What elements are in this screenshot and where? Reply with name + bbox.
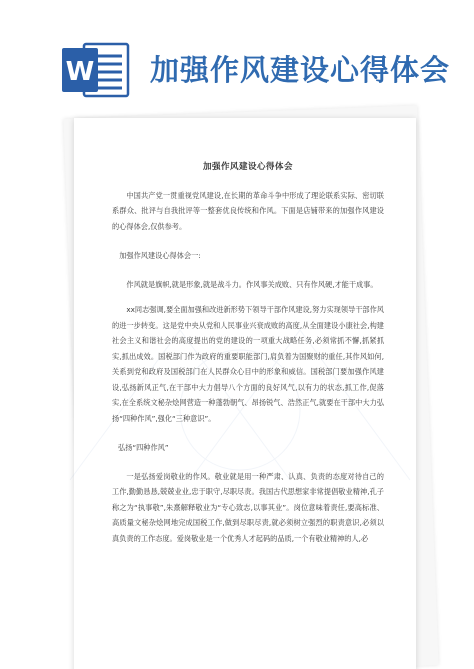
paragraph-1: 作风就是旗帜,就是形象,就是战斗力。作风事关成败、只有作风硬,才能干成事。 (126, 279, 378, 289)
word-app-icon (62, 40, 130, 100)
document-body (112, 160, 384, 560)
banner-title: 加强作风建设心得体会 (150, 53, 451, 87)
paragraph-3: 一是弘扬爱岗敬业的作风。敬业就是用一种严肃、认真、负责的态度对待自己的工作,勤勤恳恳,兢兢业业,忠于职守,尽职尽责。我国古代思想家非常提倡敬业精神,孔子称之为“执事敬”,朱熹解释敬业为“专心致志,以事其业”。岗位意味着责任,要高标准、高质量文秘杂烩网地完成国税工作,做到尽职尽责,就必须树立强烈的职责意识,必须以真负责的工作态度。爱岗敬业是一个优秀人才起码的品质,一个有敬业精神的人,必 (112, 471, 384, 543)
section-heading-2: 弘扬“四种作风” (118, 443, 169, 452)
document-title: 加强作风建设心得体会 (202, 162, 293, 172)
section-heading-1: 加强作风建设心得体会一: (119, 251, 201, 260)
intro-paragraph: 中国共产党一贯重视党风建设,在长期的革命斗争中形成了理论联系实际、密切联系群众、批评与自我批评等一整套优良传统和作风。下面是店铺带来的加强作风建设的心得体会,仅供参考。 (112, 190, 384, 231)
word-logo-letter: W (65, 57, 95, 87)
paragraph-2: xx同志强调,要全面加强和改进新形势下领导干部作风建设,努力实现领导干部作风的进一步转变。这是党中央从党和人民事业兴衰成败的高度,从全面建设小康社会,构建社会主义和谐社会的高度提出的党的建设的一项重大战略任务,必须常抓不懈,抓紧抓实,抓出成效。国税部门作为政府的重要职能部门,肩负着为国聚财的重任,其作风如何,关系到党和政府及国税部门在人民群众心目中的形象和威信。国税部门要加强作风建设,弘扬新风正气,在干部中大力倡导八个方面的良好风气,以有力的状态,抓工作,促落实,在全系统文秘杂烩网营造一种蓬勃朝气、昂扬锐气、浩然正气,就要在干部中大力弘扬“四种作风”,强化“三种意识”。 (112, 305, 384, 423)
